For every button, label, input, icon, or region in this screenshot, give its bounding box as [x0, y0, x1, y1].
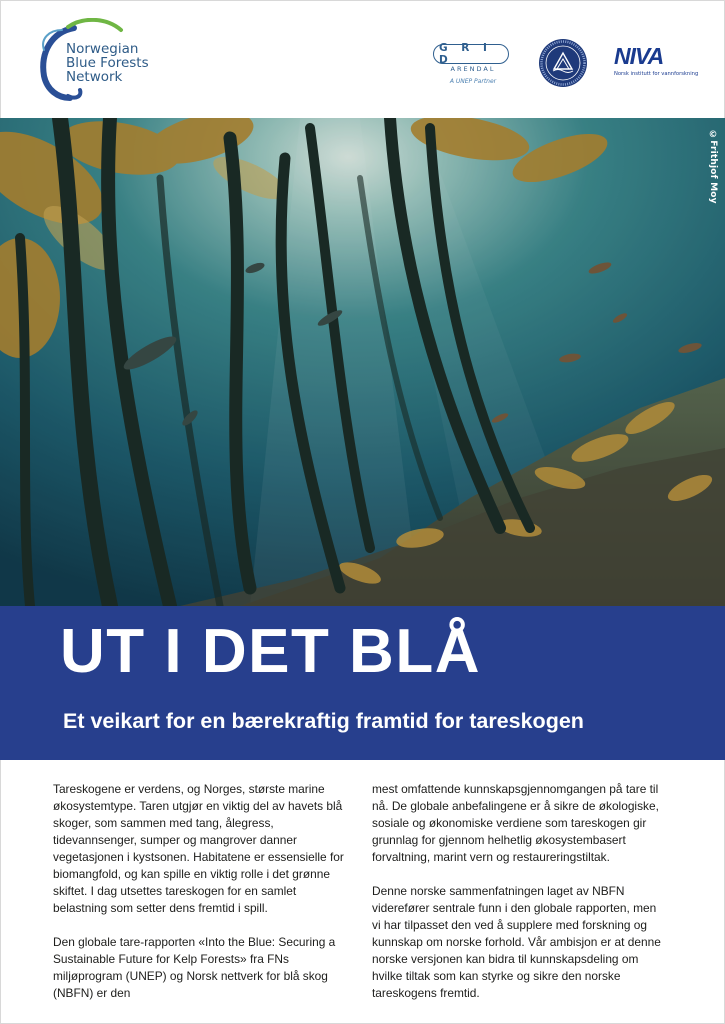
body-column-left — [53, 781, 349, 1019]
header — [0, 0, 725, 118]
grid-arendal-logo — [433, 44, 513, 86]
nbfn-logo — [36, 18, 156, 102]
grid-wordmark: G R I D — [433, 44, 509, 64]
havforskningsinstituttet-seal-icon — [538, 38, 588, 88]
photo-credit: ©Frithjof Moy — [708, 130, 718, 204]
nbfn-line1: Norwegian — [66, 41, 139, 57]
nbfn-line3: Network — [66, 69, 123, 85]
body-paragraph: Den globale tare-rapporten «Into the Blue: Securing a Sustainable Future for Kelp Forests» fra FNs miljøprogram (UNEP) og Norsk nettverk for blå skog (NBFN) er den — [53, 935, 336, 1000]
nbfn-wordmark — [66, 42, 149, 84]
page-title: UT I DET BLÅ — [60, 617, 481, 686]
body-paragraph: Denne norske sammenfatningen laget av NBFN viderefører sentrale funn i den globale rapporten, men vi har tilpasset den ved å supplere med forskning og kunnskap om norske forhold. Vår ambisjon er at denne norske versjonen kan bidra til kunnskapsdeling om hvilke tiltak som kan styrke og sikre den norske tareskogens fremtid. — [372, 884, 661, 1000]
nbfn-line2: Blue Forests — [66, 55, 149, 71]
grid-sub: ARENDAL — [450, 65, 496, 73]
kelp-forest-photo — [0, 118, 725, 606]
grid-partner: A UNEP Partner — [449, 78, 497, 85]
page-subtitle: Et veikart for en bærekraftig framtid for tareskogen — [63, 709, 584, 733]
niva-logo — [614, 43, 699, 84]
niva-sub: Norsk institutt for vannforskning — [614, 71, 699, 77]
body-paragraph: Tareskogene er verdens, og Norges, største marine økosystemtype. Taren utgjør en viktig del av havets blå skoger, som sammen med tang, ålegress, tidevannsenger, sumper og mangrover danner vegetasjonen i kystsonen. Habitatene er essensielle for biomangfold, og kan spille en viktig rolle i det grønne skiftet. I dag utsettes tareskogen for en samlet belastning som setter dens fremtid i spill. — [53, 782, 344, 915]
niva-wordmark: NIVA — [614, 43, 664, 69]
body-column-right — [372, 781, 668, 1019]
body-paragraph: mest omfattende kunnskapsgjennomgangen på tare til nå. De globale anbefalingene er å sikre de økologiske, sosiale og økonomiske verdiene som tareskogen gir grunnlag for gjennom helhetlig økosystembasert forvaltning, marint vern og restaureringstiltak. — [372, 782, 659, 864]
